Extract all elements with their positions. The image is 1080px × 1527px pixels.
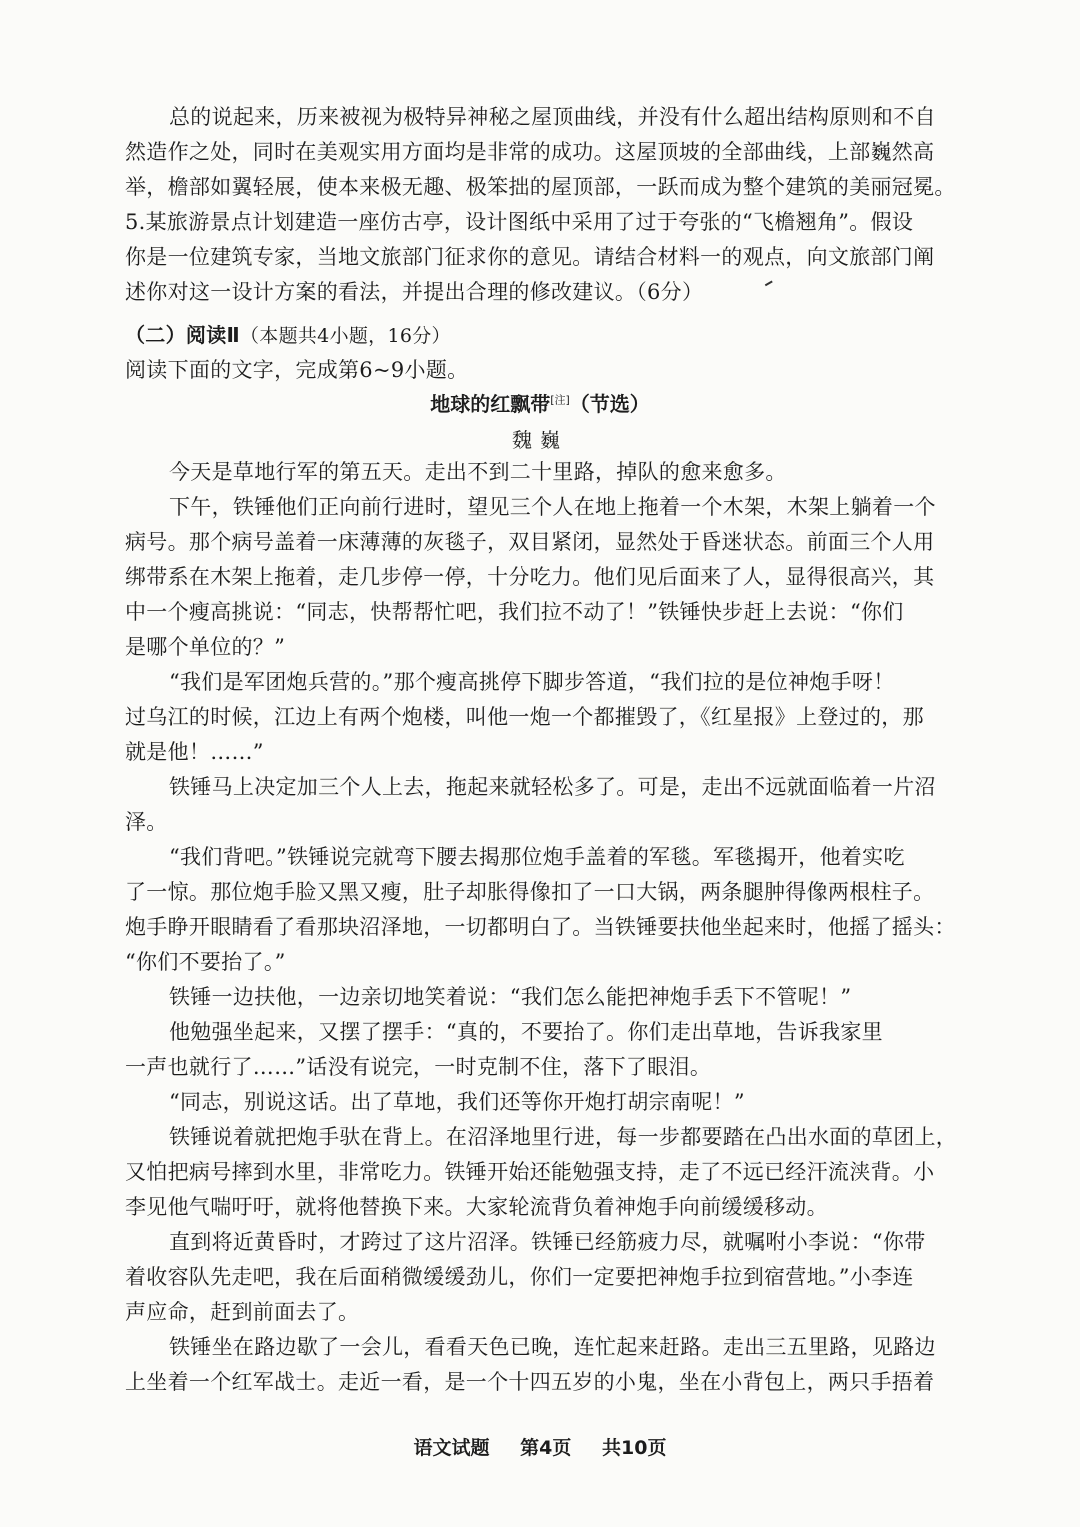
article-line: 病号。那个病号盖着一床薄薄的灰毯子，双目紧闭，显然处于昏迷状态。前面三个人用 [125, 530, 935, 554]
article-line: 铁锤一边扶他，一边亲切地笑着说：“我们怎么能把神炮手丢下不管呢！” [169, 985, 852, 1009]
article-title-text: 地球的红飘带 [430, 392, 551, 416]
page-footer [0, 1433, 1080, 1460]
article-line: 就是他！……” [125, 740, 264, 764]
footer-page: 第4页 [520, 1437, 572, 1459]
article-line: 上坐着一个红军战士。走近一看，是一个十四五岁的小鬼，坐在小背包上，两只手捂着 [125, 1370, 935, 1394]
question-line: 述你对这一设计方案的看法，并提出合理的修改建议。（6分） [125, 280, 704, 304]
article-line: 绑带系在木架上拖着，走几步停一停，十分吃力。他们见后面来了人，显得很高兴，其 [125, 565, 935, 589]
paragraph-line: 举，檐部如翼轻展，使本来极无趣、极笨拙的屋顶部，一跃而成为整个建筑的美丽冠冕。 [125, 175, 956, 199]
question-5 [125, 205, 945, 310]
question-line: 5.某旅游景点计划建造一座仿古亭，设计图纸中采用了过于夸张的“飞檐翘角”。假设 [125, 210, 914, 234]
title-note: [注] [550, 393, 570, 407]
article-line: 一声也就行了……”话没有说完，一时克制不住，落下了眼泪。 [125, 1055, 712, 1079]
article-line: 铁锤马上决定加三个人上去，拖起来就轻松多了。可是，走出不远就面临着一片沼 [169, 775, 936, 799]
article-line: “同志，别说这话。出了草地，我们还等你开炮打胡宗南呢！” [169, 1090, 745, 1114]
article-title [0, 388, 1080, 417]
footer-subject: 语文试题 [413, 1437, 490, 1459]
section-2-header [125, 318, 945, 388]
article-line: 李见他气喘吁吁，就将他替换下来。大家轮流背负着神炮手向前缓缓移动。 [125, 1195, 828, 1219]
paragraph-line: 总的说起来，历来被视为极特异神秘之屋顶曲线，并没有什么超出结构原则和不自 [169, 105, 936, 129]
article-line: 过乌江的时候，江边上有两个炮楼，叫他一炮一个都摧毁了，《红星报》上登过的，那 [125, 705, 924, 729]
article-line: 是哪个单位的？” [125, 635, 286, 659]
article-line: 着收容队先走吧，我在后面稍微缓缓劲儿，你们一定要把神炮手拉到宿营地。”小李连 [125, 1265, 914, 1289]
article-body [125, 455, 958, 1400]
article-line: 铁锤说着就把炮手驮在背上。在沼泽地里行进，每一步都要踏在凸出水面的草团上， [169, 1125, 958, 1149]
article-line: 了一惊。那位炮手脸又黑又瘦，肚子却胀得像扣了一口大锅，两条腿肿得像两根柱子。 [125, 880, 935, 904]
article-line: “我们背吧。”铁锤说完就弯下腰去揭那位炮手盖着的军毯。军毯揭开，他着实吃 [169, 845, 905, 869]
question-line: 你是一位建筑专家，当地文旅部门征求你的意见。请结合材料一的观点，向文旅部门阐 [125, 245, 935, 269]
article-line: “你们不要抬了。” [125, 950, 286, 974]
section-heading: （二）阅读Ⅱ [125, 323, 240, 347]
article-line: 铁锤坐在路边歇了一会儿，看看天色已晚，连忙起来赶路。走出三五里路，见路边 [169, 1335, 936, 1359]
article-line: 声应命，赶到前面去了。 [125, 1300, 360, 1324]
article-line: 他勉强坐起来，又摆了摆手：“真的，不要抬了。你们走出草地，告诉我家里 [169, 1020, 883, 1044]
article-line: 泽。 [125, 810, 168, 834]
article-line: 今天是草地行军的第五天。走出不到二十里路，掉队的愈来愈多。 [169, 460, 787, 484]
top-paragraph [125, 100, 956, 205]
section-note: （本题共4小题，16分） [239, 325, 451, 347]
article-line: 又怕把病号摔到水里，非常吃力。铁锤开始还能勉强支持，走了不远已经汗流浃背。小 [125, 1160, 935, 1184]
paragraph-line: 然造作之处，同时在美观实用方面均是非常的成功。这屋顶坡的全部曲线，上部巍然高 [125, 140, 935, 164]
article-line: 下午，铁锤他们正向前行进时，望见三个人在地上拖着一个木架，木架上躺着一个 [169, 495, 936, 519]
article-line: 中一个瘦高挑说：“同志，快帮帮忙吧，我们拉不动了！”铁锤快步赶上去说：“你们 [125, 600, 904, 624]
section-heading-line [125, 318, 945, 353]
article-line: 直到将近黄昏时，才跨过了这片沼泽。铁锤已经筋疲力尽，就嘱咐小李说：“你带 [169, 1230, 926, 1254]
article-author: 魏巍 [512, 428, 568, 452]
article-line: 炮手睁开眼睛看了看那块沼泽地，一切都明白了。当铁锤要扶他坐起来时，他摇了摇头： [125, 915, 956, 939]
section-instruction: 阅读下面的文字，完成第6~9小题。 [125, 358, 469, 382]
article-line: “我们是军团炮兵营的。”那个瘦高挑停下脚步答道，“我们拉的是位神炮手呀！ [169, 670, 895, 694]
footer-total: 共10页 [602, 1437, 667, 1459]
title-suffix: （节选） [569, 392, 650, 416]
